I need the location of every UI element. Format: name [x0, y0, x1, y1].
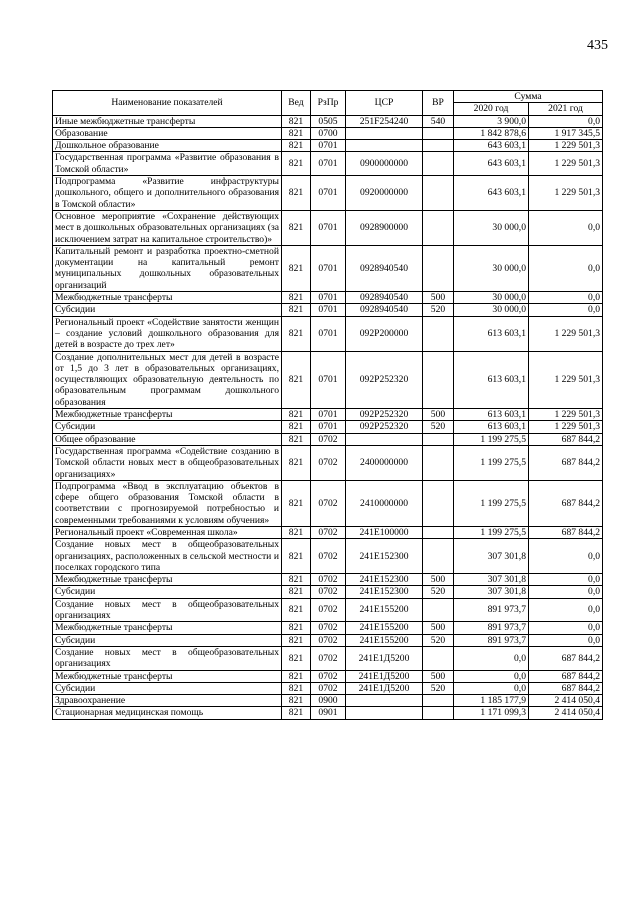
row-rzpr: 0702	[311, 646, 346, 670]
row-csr: 092P252320	[346, 409, 423, 421]
row-rzpr: 0701	[311, 316, 346, 351]
row-sum-2021: 0,0	[529, 539, 603, 574]
row-name: Создание новых мест в общеобразовательных организациях	[53, 646, 282, 670]
row-vr	[423, 127, 454, 139]
row-sum-2020: 1 842 878,6	[454, 127, 529, 139]
row-rzpr: 0702	[311, 598, 346, 622]
row-name: Подпрограмма «Ввод в эксплуатацию объектов в сфере общего образования Томской области в соответствии с прогнозируемой потребностью и современными требованиями к условиям обучения»	[53, 480, 282, 526]
row-vr	[423, 445, 454, 480]
row-vr: 500	[423, 409, 454, 421]
table-row	[53, 115, 603, 127]
row-ved: 821	[282, 526, 311, 538]
row-sum-2020: 30 000,0	[454, 292, 529, 304]
row-name: Субсидии	[53, 586, 282, 598]
row-sum-2021: 687 844,2	[529, 480, 603, 526]
table-row	[53, 304, 603, 316]
row-vr	[423, 433, 454, 445]
row-sum-2021: 0,0	[529, 210, 603, 245]
row-csr: 241E155200	[346, 622, 423, 634]
row-vr: 500	[423, 670, 454, 682]
table-row	[53, 480, 603, 526]
row-csr	[346, 433, 423, 445]
row-sum-2020: 30 000,0	[454, 245, 529, 291]
row-ved: 821	[282, 421, 311, 433]
row-csr: 241E152300	[346, 574, 423, 586]
row-sum-2020: 613 603,1	[454, 351, 529, 408]
row-ved: 821	[282, 127, 311, 139]
row-vr	[423, 539, 454, 574]
row-name: Субсидии	[53, 634, 282, 646]
table-row	[53, 421, 603, 433]
row-name: Субсидии	[53, 682, 282, 694]
row-name: Субсидии	[53, 421, 282, 433]
row-ved: 821	[282, 316, 311, 351]
row-ved: 821	[282, 707, 311, 719]
row-csr: 092P252320	[346, 421, 423, 433]
row-name: Создание дополнительных мест для детей в возрасте от 1,5 до 3 лет в образовательных организациях, осуществляющих образовательную деятельность по образовательным программам дошкольного образования	[53, 351, 282, 408]
row-sum-2021: 0,0	[529, 586, 603, 598]
row-name: Государственная программа «Развитие образования в Томской области»	[53, 152, 282, 176]
row-csr: 092P200000	[346, 316, 423, 351]
row-rzpr: 0702	[311, 480, 346, 526]
row-sum-2020: 891 973,7	[454, 622, 529, 634]
row-name: Здравоохранение	[53, 695, 282, 707]
row-sum-2021: 1 229 501,3	[529, 421, 603, 433]
row-vr	[423, 316, 454, 351]
row-name: Межбюджетные трансферты	[53, 292, 282, 304]
row-sum-2021: 1 229 501,3	[529, 351, 603, 408]
row-sum-2020: 307 301,8	[454, 586, 529, 598]
row-vr: 500	[423, 622, 454, 634]
row-sum-2021: 0,0	[529, 245, 603, 291]
table-row	[53, 670, 603, 682]
table-row	[53, 176, 603, 211]
table-row	[53, 140, 603, 152]
table-row	[53, 695, 603, 707]
row-rzpr: 0702	[311, 682, 346, 694]
row-sum-2021: 687 844,2	[529, 646, 603, 670]
row-csr: 092P252320	[346, 351, 423, 408]
row-csr	[346, 695, 423, 707]
row-csr: 0900000000	[346, 152, 423, 176]
row-vr	[423, 480, 454, 526]
row-sum-2021: 0,0	[529, 304, 603, 316]
row-name: Образование	[53, 127, 282, 139]
table-row	[53, 574, 603, 586]
row-name: Стационарная медицинская помощь	[53, 707, 282, 719]
row-ved: 821	[282, 445, 311, 480]
row-vr: 500	[423, 574, 454, 586]
row-vr: 520	[423, 421, 454, 433]
table-row	[53, 682, 603, 694]
table-row	[53, 586, 603, 598]
row-sum-2021: 0,0	[529, 574, 603, 586]
row-vr: 540	[423, 115, 454, 127]
row-ved: 821	[282, 245, 311, 291]
row-rzpr: 0702	[311, 539, 346, 574]
row-sum-2020: 613 603,1	[454, 421, 529, 433]
header-year-2020: 2020 год	[454, 103, 529, 115]
row-sum-2020: 613 603,1	[454, 316, 529, 351]
row-rzpr: 0701	[311, 351, 346, 408]
row-ved: 821	[282, 304, 311, 316]
row-ved: 821	[282, 695, 311, 707]
row-rzpr: 0701	[311, 140, 346, 152]
row-vr: 520	[423, 304, 454, 316]
row-ved: 821	[282, 176, 311, 211]
row-vr	[423, 245, 454, 291]
row-ved: 821	[282, 115, 311, 127]
row-ved: 821	[282, 634, 311, 646]
row-ved: 821	[282, 433, 311, 445]
row-name: Государственная программа «Содействие созданию в Томской области новых мест в общеобразовательных организациях»	[53, 445, 282, 480]
row-sum-2021: 687 844,2	[529, 682, 603, 694]
row-vr	[423, 707, 454, 719]
row-sum-2020: 1 171 099,3	[454, 707, 529, 719]
row-name: Дошкольное образование	[53, 140, 282, 152]
row-sum-2020: 3 900,0	[454, 115, 529, 127]
row-name: Межбюджетные трансферты	[53, 574, 282, 586]
row-ved: 821	[282, 682, 311, 694]
row-csr: 241E100000	[346, 526, 423, 538]
table-row	[53, 316, 603, 351]
row-sum-2021: 687 844,2	[529, 433, 603, 445]
row-csr: 251F254240	[346, 115, 423, 127]
row-rzpr: 0702	[311, 445, 346, 480]
table-row	[53, 598, 603, 622]
row-rzpr: 0701	[311, 304, 346, 316]
row-name: Региональный проект «Содействие занятости женщин – создание условий дошкольного образования для детей в возрасте до трех лет»	[53, 316, 282, 351]
row-rzpr: 0701	[311, 210, 346, 245]
row-vr	[423, 210, 454, 245]
row-name: Региональный проект «Современная школа»	[53, 526, 282, 538]
row-sum-2020: 307 301,8	[454, 539, 529, 574]
row-csr	[346, 140, 423, 152]
row-sum-2020: 891 973,7	[454, 598, 529, 622]
row-csr: 241E152300	[346, 586, 423, 598]
header-ved: Вед	[282, 91, 311, 116]
row-rzpr: 0701	[311, 409, 346, 421]
row-ved: 821	[282, 210, 311, 245]
row-rzpr: 0701	[311, 152, 346, 176]
row-sum-2021: 0,0	[529, 622, 603, 634]
row-ved: 821	[282, 598, 311, 622]
row-ved: 821	[282, 670, 311, 682]
row-sum-2020: 1 199 275,5	[454, 445, 529, 480]
row-rzpr: 0702	[311, 433, 346, 445]
row-vr: 500	[423, 292, 454, 304]
row-name: Субсидии	[53, 304, 282, 316]
table-row	[53, 707, 603, 719]
row-ved: 821	[282, 480, 311, 526]
row-sum-2021: 1 229 501,3	[529, 316, 603, 351]
row-sum-2021: 687 844,2	[529, 526, 603, 538]
row-rzpr: 0700	[311, 127, 346, 139]
header-rzpr: РзПр	[311, 91, 346, 116]
row-sum-2021: 1 229 501,3	[529, 140, 603, 152]
row-sum-2020: 1 199 275,5	[454, 526, 529, 538]
row-rzpr: 0901	[311, 707, 346, 719]
row-sum-2020: 307 301,8	[454, 574, 529, 586]
header-vr: ВР	[423, 91, 454, 116]
row-rzpr: 0702	[311, 670, 346, 682]
row-sum-2020: 643 603,1	[454, 140, 529, 152]
row-ved: 821	[282, 351, 311, 408]
row-name: Межбюджетные трансферты	[53, 622, 282, 634]
row-ved: 821	[282, 574, 311, 586]
row-sum-2020: 891 973,7	[454, 634, 529, 646]
row-vr	[423, 598, 454, 622]
row-sum-2021: 0,0	[529, 292, 603, 304]
row-csr: 0928940540	[346, 304, 423, 316]
row-name: Межбюджетные трансферты	[53, 670, 282, 682]
row-vr	[423, 351, 454, 408]
table-row	[53, 127, 603, 139]
row-rzpr: 0702	[311, 526, 346, 538]
row-sum-2020: 613 603,1	[454, 409, 529, 421]
row-sum-2020: 1 199 275,5	[454, 433, 529, 445]
row-csr: 0928940540	[346, 292, 423, 304]
row-csr: 2410000000	[346, 480, 423, 526]
row-name: Создание новых мест в общеобразовательных организациях, расположенных в сельской местности и поселках городского типа	[53, 539, 282, 574]
row-csr: 241E1Д5200	[346, 682, 423, 694]
row-vr	[423, 140, 454, 152]
row-rzpr: 0702	[311, 574, 346, 586]
row-sum-2020: 1 185 177,9	[454, 695, 529, 707]
row-ved: 821	[282, 646, 311, 670]
row-sum-2021: 0,0	[529, 115, 603, 127]
row-ved: 821	[282, 539, 311, 574]
header-year-2021: 2021 год	[529, 103, 603, 115]
row-vr	[423, 695, 454, 707]
table-body	[53, 115, 603, 719]
row-sum-2021: 1 229 501,3	[529, 409, 603, 421]
row-csr: 0928900000	[346, 210, 423, 245]
row-sum-2021: 2 414 050,4	[529, 695, 603, 707]
table-row	[53, 245, 603, 291]
row-sum-2021: 2 414 050,4	[529, 707, 603, 719]
row-ved: 821	[282, 622, 311, 634]
row-sum-2020: 30 000,0	[454, 210, 529, 245]
budget-table	[52, 90, 603, 720]
table-row	[53, 445, 603, 480]
row-sum-2021: 0,0	[529, 598, 603, 622]
row-sum-2020: 1 199 275,5	[454, 480, 529, 526]
row-rzpr: 0505	[311, 115, 346, 127]
row-sum-2020: 0,0	[454, 646, 529, 670]
row-vr	[423, 526, 454, 538]
table-row	[53, 526, 603, 538]
row-rzpr: 0701	[311, 292, 346, 304]
row-ved: 821	[282, 586, 311, 598]
row-name: Основное мероприятие «Сохранение действующих мест в дошкольных образовательных организациях (за исключением затрат на капитальное строительство)»	[53, 210, 282, 245]
row-vr	[423, 152, 454, 176]
row-csr: 0920000000	[346, 176, 423, 211]
row-sum-2020: 0,0	[454, 670, 529, 682]
table-row	[53, 539, 603, 574]
table-row	[53, 634, 603, 646]
row-rzpr: 0900	[311, 695, 346, 707]
row-sum-2020: 643 603,1	[454, 176, 529, 211]
row-vr: 520	[423, 634, 454, 646]
row-vr: 520	[423, 682, 454, 694]
table-row	[53, 292, 603, 304]
row-csr	[346, 707, 423, 719]
header-sum: Сумма	[454, 91, 603, 103]
row-vr	[423, 176, 454, 211]
row-sum-2021: 1 229 501,3	[529, 152, 603, 176]
row-ved: 821	[282, 152, 311, 176]
row-name: Создание новых мест в общеобразовательных организациях	[53, 598, 282, 622]
table-row	[53, 646, 603, 670]
row-rzpr: 0702	[311, 586, 346, 598]
row-vr: 520	[423, 586, 454, 598]
row-rzpr: 0701	[311, 176, 346, 211]
header-csr: ЦСР	[346, 91, 423, 116]
row-csr	[346, 127, 423, 139]
row-sum-2020: 643 603,1	[454, 152, 529, 176]
row-name: Капитальный ремонт и разработка проектно-сметной документации на капитальный ремонт муниципальных дошкольных образовательных организаций	[53, 245, 282, 291]
row-name: Иные межбюджетные трансферты	[53, 115, 282, 127]
row-name: Межбюджетные трансферты	[53, 409, 282, 421]
row-sum-2021: 687 844,2	[529, 670, 603, 682]
row-ved: 821	[282, 140, 311, 152]
table-row	[53, 210, 603, 245]
row-csr: 241E152300	[346, 539, 423, 574]
row-ved: 821	[282, 292, 311, 304]
row-csr: 2400000000	[346, 445, 423, 480]
row-csr: 0928940540	[346, 245, 423, 291]
row-vr	[423, 646, 454, 670]
row-rzpr: 0702	[311, 622, 346, 634]
page-number: 435	[587, 38, 608, 53]
row-sum-2021: 1 229 501,3	[529, 176, 603, 211]
row-name: Общее образование	[53, 433, 282, 445]
table-row	[53, 351, 603, 408]
table-row	[53, 622, 603, 634]
header-name: Наименование показателей	[53, 91, 282, 116]
table-row	[53, 433, 603, 445]
row-sum-2021: 0,0	[529, 634, 603, 646]
row-csr: 241E1Д5200	[346, 670, 423, 682]
table-row	[53, 152, 603, 176]
row-sum-2020: 30 000,0	[454, 304, 529, 316]
row-sum-2021: 687 844,2	[529, 445, 603, 480]
row-ved: 821	[282, 409, 311, 421]
table-row	[53, 409, 603, 421]
row-csr: 241E1Д5200	[346, 646, 423, 670]
row-sum-2020: 0,0	[454, 682, 529, 694]
row-sum-2021: 1 917 345,5	[529, 127, 603, 139]
row-rzpr: 0701	[311, 245, 346, 291]
row-rzpr: 0701	[311, 421, 346, 433]
row-name: Подпрограмма «Развитие инфраструктуры дошкольного, общего и дополнительного образования в Томской области»	[53, 176, 282, 211]
row-csr: 241E155200	[346, 598, 423, 622]
row-csr: 241E155200	[346, 634, 423, 646]
row-rzpr: 0702	[311, 634, 346, 646]
